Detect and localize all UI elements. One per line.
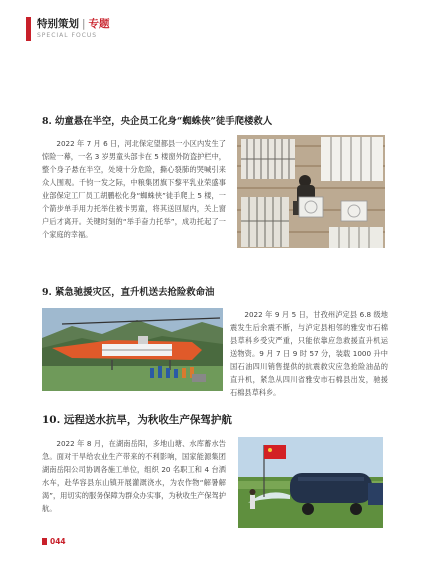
building-facade-illustration [237,135,385,248]
header-english-subtitle: SPECIAL FOCUS [37,32,98,39]
header-subsection-name: 专题 [88,18,110,30]
page-header [26,14,226,44]
water-truck-illustration [238,437,383,528]
section-10-text: 2022 年 8 月，在湖南岳阳，多地山塘、水库蓄水告急。面对干旱给农业生产带来的不利影响，国家能源集团湖南岳阳公司协调各施工单位，组织 20 名职工和 4 台洒水车，赴华容县东山镇开展灌溉浇水，为农作物“解暑解渴”，用切实的服务保障为群众办实事，为秋收生产保驾护航。 [42,439,226,513]
section-10-paragraph [42,437,226,515]
rescue-building-photo [237,135,385,248]
section-9-text: 2022 年 9 月 5 日，甘孜州泸定县 6.8 级地震发生后余震不断，与泸定县相邻的雅安市石棉县草科乡受灾严重，只能依靠应急救援直升机运送物资。9 月 7 日 9 时 57 分，装载 1000 升中国石油四川销售提供的抗震救灾应急抢险油品的直升机，紧急从四川省雅安市石棉县出发，驰援石棉县草科乡。 [230,310,388,397]
section-9-paragraph [230,308,388,399]
helicopter-illustration [42,308,223,391]
header-title [37,16,110,31]
header-accent-bar [26,17,31,41]
section-8-paragraph [42,137,226,241]
section-8-text: 2022 年 7 月 6 日，河北保定望都县一小区内发生了惊险一幕，一名 3 岁男童头部卡在 5 楼窗外防盗护栏中，整个身子悬在半空，处境十分危险，撕心裂肺的哭喊引来众人围观。千钧一发之际，中粮集团旗下黎平乳业荣盛事业部保定工厂员工胡鹏松化身“蜘蛛侠”徒手爬上 5 楼，一个箭步单手用力托举住被卡男童，将其送回屋内，关上窗户后才离开。关键时刻的“举手奋力托举”，成功托起了一个家庭的幸福。 [42,139,226,239]
header-separator: | [82,18,86,30]
header-section-name: 特别策划 [37,18,79,30]
helicopter-photo [42,308,223,391]
page-number: 044 [50,537,66,546]
section-10-title: 10. 远程送水抗旱，为秋收生产保驾护航 [42,414,232,426]
water-truck-photo [238,437,383,528]
section-8-title: 8. 幼童悬在半空，央企员工化身“蜘蛛侠”徒手爬楼救人 [42,116,273,127]
section-9-title: 9. 紧急驰援灾区，直升机送去抢险救命油 [42,287,215,298]
footer-accent-square [42,538,47,545]
